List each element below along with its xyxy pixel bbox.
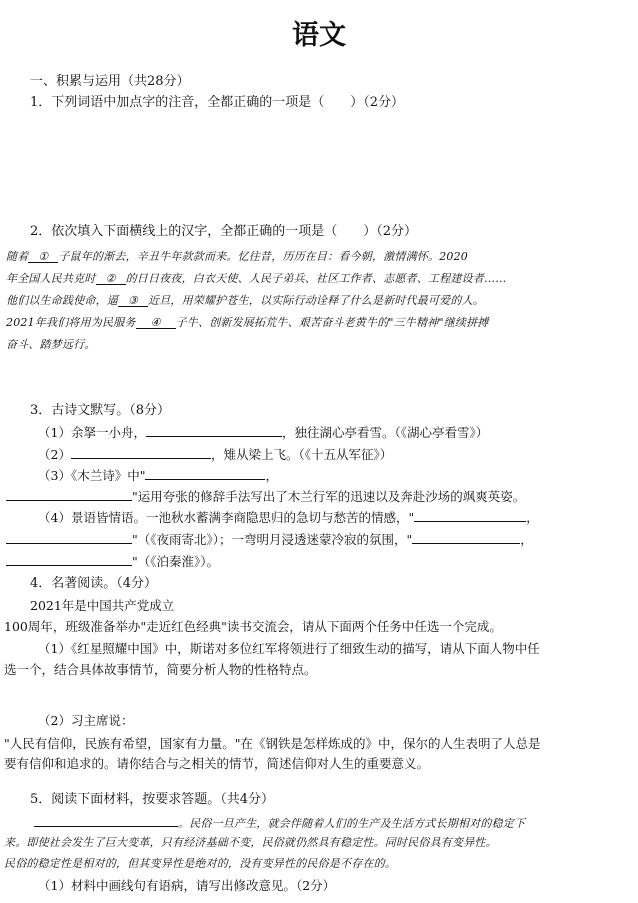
question-4-text: "人民有信仰，民族有希望，国家有力量。"在《钢铁是怎样炼成的》中，保尔的人生表明了人总是 [4, 736, 541, 751]
poem-prompt: ，独往湖心亭看雪。（《湖心亭看雪》） [281, 425, 489, 440]
question-2-passage-line [6, 294, 632, 307]
question-3-line-4 [6, 488, 632, 504]
passage-text: 随着 [6, 250, 29, 263]
fill-blank-3[interactable] [118, 294, 148, 307]
poem-prompt: （4）景语皆情语。一池秋水蓄满李商隐思归的急切与愁苦的情感，" [38, 510, 415, 525]
fill-blank-1[interactable] [28, 250, 58, 263]
answer-blank[interactable] [145, 467, 265, 480]
blank-marker: ① [38, 250, 49, 263]
question-3-line-2 [38, 446, 632, 462]
section-heading: 一、积累与运用（共28分） [30, 74, 190, 89]
question-2-passage-line [6, 316, 632, 329]
poem-prompt: "运用夸张的修辞手法写出了木兰行军的迅速以及奔赴沙场的飒爽英姿。 [132, 489, 526, 504]
question-3-line-1 [38, 424, 632, 440]
passage-text: 他们以生命践使命，逼 [6, 294, 118, 307]
answer-blank[interactable] [412, 531, 520, 544]
question-3-line-3 [38, 467, 632, 483]
blank-marker: ② [105, 272, 116, 285]
fill-blank-2[interactable] [96, 272, 126, 285]
poem-prompt: （1）余拏一小舟， [38, 425, 146, 440]
question-3-line-6 [6, 531, 632, 547]
blank-marker: ③ [127, 294, 139, 307]
passage-text: 。民俗一旦产生，就会伴随着人们的生产及生活方式长期相对的稳定下 [178, 817, 526, 830]
question-4-text: 2021年是中国共产党成立 [30, 598, 175, 613]
question-5-passage-line [34, 814, 632, 830]
passage-text: 2021年我们将用为民服务 [6, 316, 136, 329]
passage-text: 子鼠年的渐去，辛丑牛年款款而来。忆往昔，历历在目：看今朝，激情满怀。2020 [58, 250, 468, 263]
question-4-text: 选一个，结合具体故事情节，简要分析人物的性格特点。 [4, 662, 317, 677]
poem-prompt: "（《泊秦淮》）。 [132, 554, 219, 569]
answer-blank[interactable] [34, 814, 178, 827]
answer-blank[interactable] [6, 553, 132, 566]
question-1-stem: 1．下列词语中加点字的注音，全都正确的一项是（ ）（2分） [30, 95, 405, 110]
question-4-text: 要有信仰和追求的。请你结合与之相关的情节，简述信仰对人生的重要意义。 [4, 756, 430, 771]
answer-blank[interactable] [6, 488, 132, 501]
passage-text: 的日日夜夜，白衣天使、人民子弟兵、社区工作者、志愿者、工程建设者…… [125, 272, 507, 285]
blank-marker: ④ [150, 316, 161, 329]
question-3-line-5 [38, 509, 632, 525]
answer-blank[interactable] [146, 424, 282, 437]
question-2-passage-line [6, 272, 632, 285]
question-5-subquestion: （1）材料中画线句有语病，请写出修改意见。（2分） [38, 878, 336, 893]
answer-blank[interactable] [6, 531, 132, 544]
page-title: 语文 [292, 20, 346, 51]
question-4-text: （2）习主席说： [38, 713, 134, 728]
poem-prompt: ， [520, 532, 533, 547]
question-3-line-7 [6, 553, 632, 569]
passage-text: 年全国人民共克时 [6, 272, 96, 285]
poem-prompt: ， [265, 468, 278, 483]
question-2-passage-line: 奋斗、踏梦远行。 [6, 338, 96, 351]
question-2-passage-line [6, 250, 632, 263]
question-4-text: （1）《红星照耀中国》中，斯诺对多位红军将领进行了细致生动的描写，请从下面人物中任 [38, 641, 540, 656]
poem-prompt: （3）《木兰诗》中" [38, 468, 146, 483]
poem-prompt: ，雉从梁上飞。（《十五从军征》） [210, 447, 393, 462]
question-2-stem: 2．依次填入下面横线上的汉字，全都正确的一项是（ ）（2分） [30, 224, 418, 239]
passage-text: 子牛、创新发展拓荒牛、艰苦奋斗老黄牛的"三牛精神"继续拼搏 [175, 316, 489, 329]
question-5-passage-line: 民俗的稳定性是相对的，但其变异性是绝对的，没有变异性的民俗是不存在的。 [4, 857, 396, 870]
question-5-passage-line: 来。即使社会发生了巨大变革，只有经济基础不变，民俗就仍然具有稳定性。同时民俗具有变异性。 [4, 836, 497, 849]
poem-prompt: "（《夜雨寄北》）；一弯明月浸透迷蒙冷寂的氛围，" [132, 532, 413, 547]
question-5-stem: 5．阅读下面材料，按要求答题。（共4分） [30, 792, 275, 807]
poem-prompt: ， [526, 510, 539, 525]
question-4-text: 100周年，班级准备举办"走近红色经典"读书交流会，请从下面两个任务中任选一个完成。 [4, 619, 502, 634]
poem-prompt: （2） [38, 447, 71, 462]
question-4-stem: 4．名著阅读。（4分） [30, 576, 158, 591]
passage-text: 近旦，用荣耀护苍生，以实际行动诠释了什么是新时代最可爱的人。 [148, 294, 484, 307]
question-3-stem: 3．古诗文默写。（8分） [30, 403, 171, 418]
answer-blank[interactable] [414, 509, 526, 522]
fill-blank-4[interactable] [136, 316, 176, 329]
answer-blank[interactable] [71, 446, 211, 459]
